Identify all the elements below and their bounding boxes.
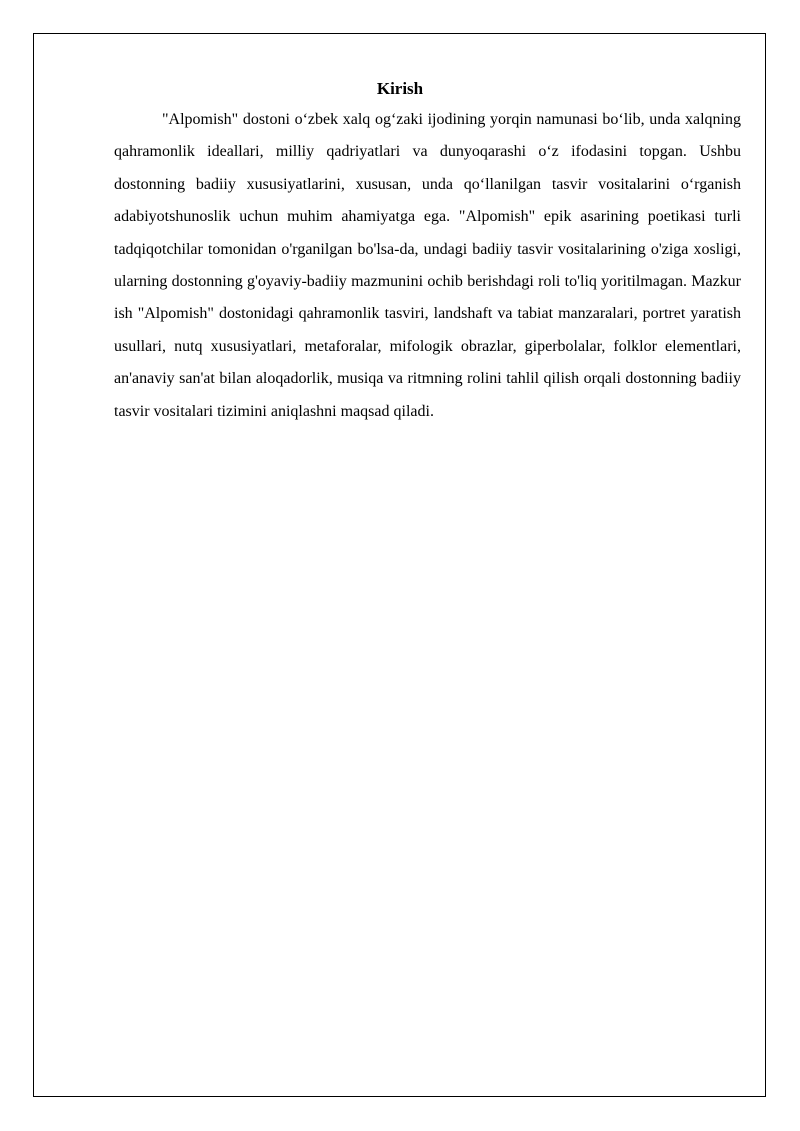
intro-paragraph: "Alpomish" dostoni o‘zbek xalq og‘zaki ijodining yorqin namunasi bo‘lib, unda xalqning qahramonlik ideallari, milliy qadriyatlari va dunyoqarashi o‘z ifodasini topgan. Ushbu dostonning badiiy xususiyatlarini, xususan, unda qo‘llanilgan tasvir vositalarini o‘rganish adabiyotshunoslik uchun muhim ahamiyatga ega. "Alpomish" epik asarining poetikasi turli tadqiqotchilar tomonidan o'rganilgan bo'lsa-da, undagi badiiy tasvir vositalarining o'ziga xosligi, ularning dostonning g'oyaviy-badiiy mazmunini ochib berishdagi roli to'liq yoritilmagan. Mazkur ish "Alpomish" dostonidagi qahramonlik tasviri, landshaft va tabiat manzaralari, portret yaratish usullari, nutq xususiyatlari, metaforalar, mifologik obrazlar, giperbolalar, folklor elementlari, an'anaviy san'at bilan aloqadorlik, musiqa va ritmning rolini tahlil qilish orqali dostonning badiiy tasvir vositalari tizimini aniqlashni maqsad qiladi. <box>114 111 741 420</box>
section-heading: Kirish <box>376 79 424 98</box>
